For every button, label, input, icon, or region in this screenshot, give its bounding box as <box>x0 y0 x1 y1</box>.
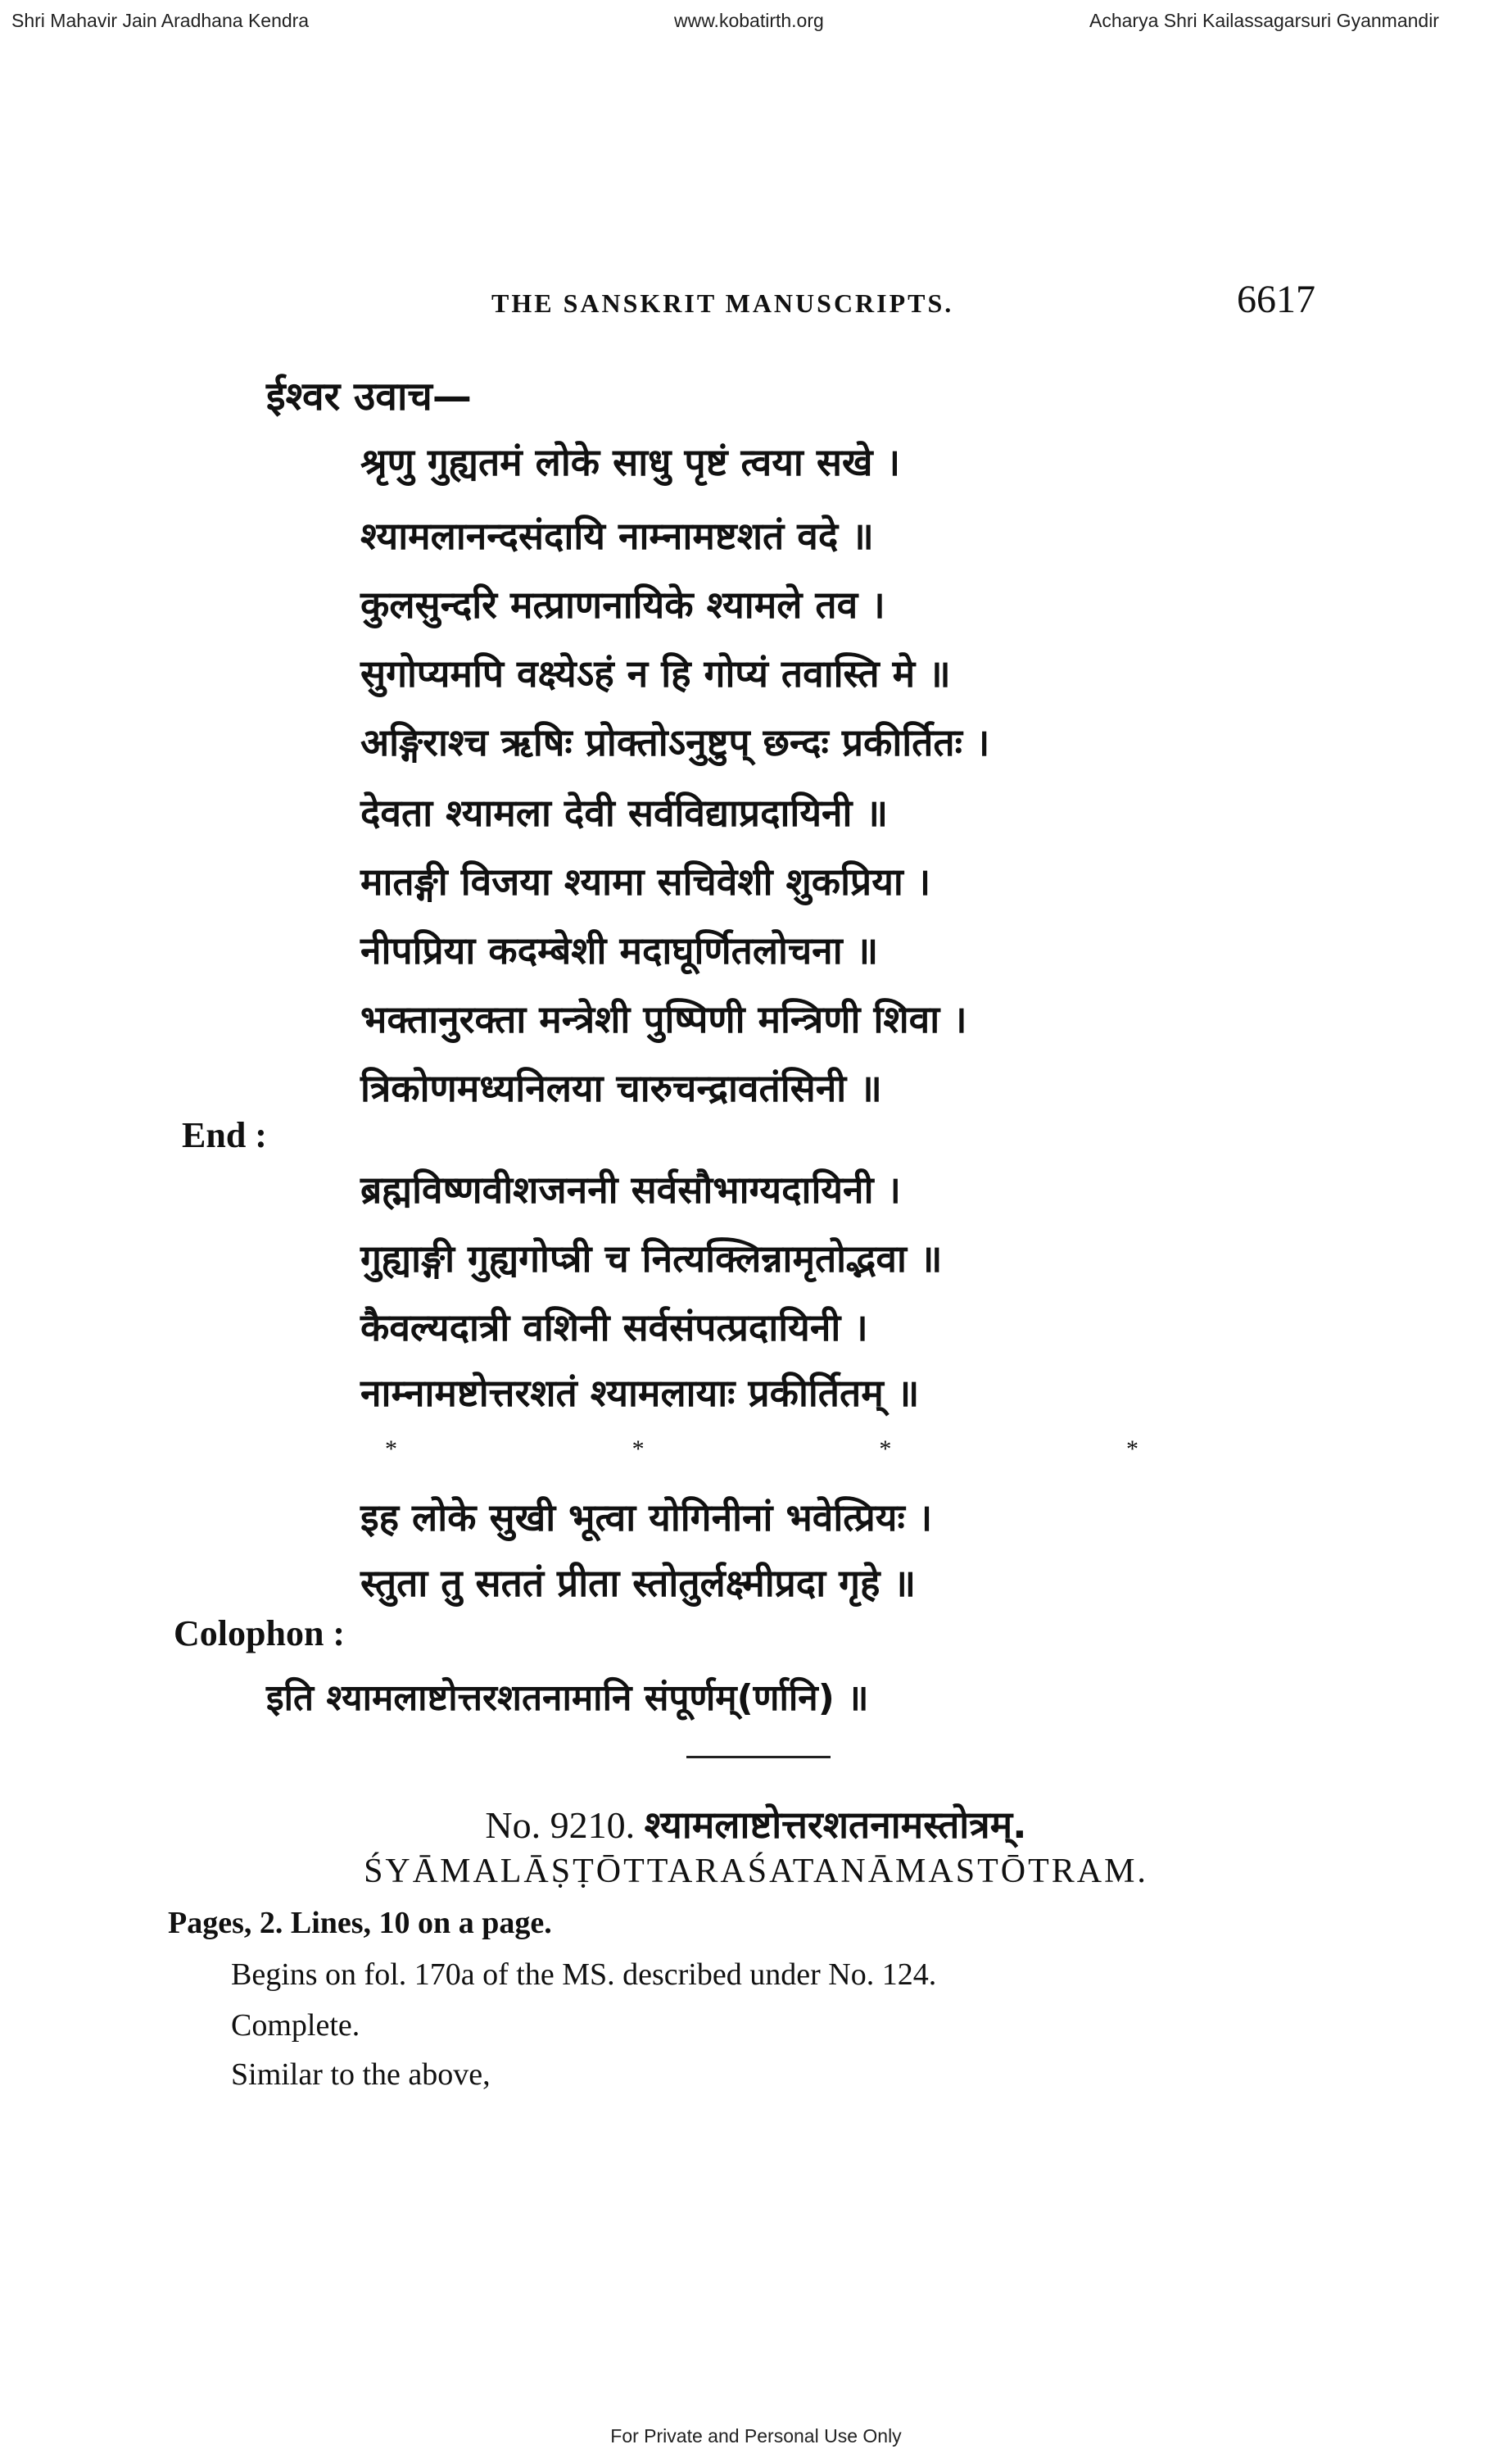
colophon-text: इति श्यामलाष्टोत्तरशतनामानि संपूर्णम्(र्णानि) ॥ <box>266 1677 869 1719</box>
pages-lines-info: Pages, 2. Lines, 10 on a page. <box>168 1906 552 1940</box>
star-glyph: * <box>879 1435 892 1463</box>
verse-line: त्रिकोणमध्यनिलया चारुचन्द्रावतंसिनी ॥ <box>360 1066 882 1110</box>
banner-right-text: Acharya Shri Kailassagarsuri Gyanmandir <box>1089 10 1439 31</box>
entry-number: No. 9210. <box>485 1804 636 1846</box>
verse-line: मातङ्गी विजया श्यामा सचिवेशी शुकप्रिया । <box>360 859 931 904</box>
complete-note: Complete. <box>231 2008 360 2043</box>
closing-verse-line: स्तुता तु सततं प्रीता स्तोतुर्लक्ष्मीप्रदा गृहे ॥ <box>360 1561 917 1605</box>
verse-line: भक्तानुरक्ता मन्त्रेशी पुष्पिणी मन्त्रिणी शिवा । <box>360 997 967 1041</box>
star-glyph: * <box>1125 1435 1139 1463</box>
end-verse-line: गुह्याङ्गी गुह्यगोप्त्री च नित्यक्लिन्नामृतोद्भवा ॥ <box>360 1236 943 1281</box>
begins-on-info: Begins on fol. 170a of the MS. described under No. 124. <box>231 1957 937 1992</box>
entry-title-devanagari: श्यामलाष्टोत्तरशतनामस्तोत्रम्. <box>644 1803 1027 1847</box>
section-divider <box>686 1756 831 1758</box>
closing-verse-line: इह लोके सुखी भूत्वा योगिनीनां भवेत्प्रियः । <box>360 1495 933 1540</box>
speaker-heading: ईश्वर उवाच— <box>266 374 472 419</box>
banner-url-text: www.kobatirth.org <box>674 10 824 31</box>
verse-line: सुगोप्यमपि वक्ष्येऽहं न हि गोप्यं तवास्ति मे ॥ <box>360 651 951 696</box>
running-head: THE SANSKRIT MANUSCRIPTS. <box>491 288 954 318</box>
colophon-label: Colophon : <box>174 1613 346 1653</box>
end-verse-line: कैवल्यदात्री वशिनी सर्वसंपत्प्रदायिनी । <box>360 1305 868 1349</box>
star-glyph: * <box>632 1435 645 1463</box>
verse-line: देवता श्यामला देवी सर्वविद्याप्रदायिनी ॥ <box>360 791 889 835</box>
banner-left-text: Shri Mahavir Jain Aradhana Kendra <box>11 10 310 31</box>
end-verse-line: नाम्नामष्टोत्तरशतं श्यामलायाः प्रकीर्तितम् ॥ <box>360 1371 920 1415</box>
section-separator-stars <box>385 1435 1139 1463</box>
footer-notice: For Private and Personal Use Only <box>610 2425 902 2447</box>
page-number: 6617 <box>1237 278 1315 321</box>
end-label: End : <box>182 1115 267 1155</box>
star-glyph: * <box>385 1435 397 1463</box>
verse-line: कुलसुन्दरि मत्प्राणनायिके श्यामले तव । <box>360 583 885 627</box>
end-verse-line: ब्रह्मविष्णवीशजननी सर्वसौभाग्यदायिनी । <box>360 1168 901 1212</box>
verse-line: श्रृणु गुह्यतमं लोके साधु पृष्टं त्वया सखे । <box>360 440 900 484</box>
verse-line: अङ्गिराश्च ऋषिः प्रोक्तोऽनुष्टुप् छन्दः प्रकीर्तितः । <box>360 720 990 764</box>
verse-line: श्यामलानन्दसंदायि नाम्नामष्टशतं वदे ॥ <box>360 514 874 558</box>
entry-title-line <box>0 1798 1512 1849</box>
similar-note: Similar to the above, <box>231 2057 491 2092</box>
verse-line: नीपप्रिया कदम्बेशी मदाघूर्णितलोचना ॥ <box>360 928 879 973</box>
entry-title-transliterated: ŚYĀMALĀṢṬŌTTARAŚATANĀMASTŌTRAM. <box>364 1853 1148 1890</box>
